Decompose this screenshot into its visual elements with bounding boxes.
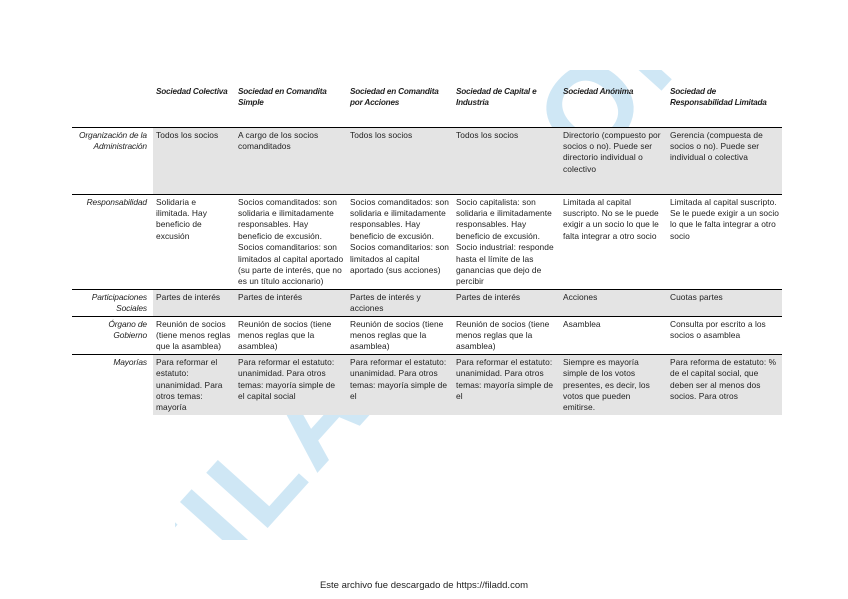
row-label: Órgano de Gobierno [72, 316, 153, 354]
header-srl: Sociedad de Responsabilidad Limitada [670, 87, 767, 107]
table-cell: Consulta por escrito a los socios o asamblea [667, 316, 782, 354]
table-cell: Todos los socios [347, 127, 453, 194]
table-cell: Socios comanditados: son solidaria e ilimitadamente responsables. Hay beneficio de excusión. Socios comanditarios: son limitados al capital aportado (sus acciones) [347, 194, 453, 289]
table-cell: A cargo de los socios comanditados [235, 127, 347, 194]
row-label: Organización de la Administración [72, 127, 153, 194]
row-participaciones [72, 289, 782, 316]
table-cell: Para reformar el estatuto: unanimidad. Para otros temas: mayoría simple de el [453, 354, 560, 415]
row-responsabilidad [72, 194, 782, 289]
header-comandita-acciones: Sociedad en Comandita por Acciones [350, 87, 439, 107]
table-cell: Reunión de socios (tiene menos reglas que la asamblea) [235, 316, 347, 354]
header-comandita-simple: Sociedad en Comandita Simple [238, 87, 327, 107]
table-cell: Partes de interés y acciones [347, 289, 453, 316]
table-cell: Limitada al capital suscripto. No se le puede exigir a un socio lo que le falta integrar a otro socio [560, 194, 667, 289]
table-cell: Partes de interés [453, 289, 560, 316]
table-cell: Acciones [560, 289, 667, 316]
table-cell: Siempre es mayoría simple de los votos presentes, es decir, los votos que pueden emitirse. [560, 354, 667, 415]
row-label: Mayorías [72, 354, 153, 415]
table-cell: Todos los socios [153, 127, 235, 194]
table-cell: Para reformar el estatuto: unanimidad. Para otros temas: mayoría simple de el [347, 354, 453, 415]
table-cell: Para reformar el estatuto: unanimidad. Para otros temas: mayoría simple de el capital social [235, 354, 347, 415]
table-cell: Cuotas partes [667, 289, 782, 316]
table-cell: Reunión de socios (tiene menos reglas que la asamblea) [347, 316, 453, 354]
table-cell: Para reformar el estatuto: unanimidad. Para otros temas: mayoría [153, 354, 235, 415]
table-cell: Reunión de socios (tiene menos reglas que la asamblea) [453, 316, 560, 354]
table-cell: Limitada al capital suscripto. Se le puede exigir a un socio lo que le falta integrar a otro socio [667, 194, 782, 289]
header-row [72, 85, 782, 127]
table-cell: Para reforma de estatuto: % de el capital social, que deben ser al menos dos socios. Para otros [667, 354, 782, 415]
header-sociedad-anonima: Sociedad Anónima [563, 87, 634, 96]
table-cell: Socio capitalista: son solidaria e ilimitadamente responsables. Hay beneficio de excusión. Socio industrial: responde hasta el límite de las ganancias que dejo de percibir [453, 194, 560, 289]
header-sociedad-colectiva: Sociedad Colectiva [156, 87, 228, 96]
header-capital-industria: Sociedad de Capital e Industria [456, 87, 537, 107]
table-cell: Asamblea [560, 316, 667, 354]
table-cell: Gerencia (compuesta de socios o no). Puede ser individual o colectiva [667, 127, 782, 194]
download-footer: Este archivo fue descargado de https://filadd.com [319, 580, 529, 591]
row-label: Participaciones Sociales [72, 289, 153, 316]
table-cell: Socios comanditados: son solidaria e ilimitadamente responsables. Hay beneficio de excusión. Socios comanditarios: son limitados al capital aportado (su parte de interés, que no es un título accionario) [235, 194, 347, 289]
table-cell: Directorio (compuesto por socios o no). Puede ser directorio individual o colectivo [560, 127, 667, 194]
row-organo-gobierno [72, 316, 782, 354]
table-cell: Partes de interés [235, 289, 347, 316]
row-administracion [72, 127, 782, 194]
comparison-table [72, 85, 782, 415]
table-cell: Solidaria e ilimitada. Hay beneficio de excusión [153, 194, 235, 289]
table-cell: Todos los socios [453, 127, 560, 194]
row-mayorias [72, 354, 782, 415]
row-label: Responsabilidad [72, 194, 153, 289]
header-corner [72, 85, 153, 127]
table-cell: Reunión de socios (tiene menos reglas que la asamblea) [153, 316, 235, 354]
table-cell: Partes de interés [153, 289, 235, 316]
